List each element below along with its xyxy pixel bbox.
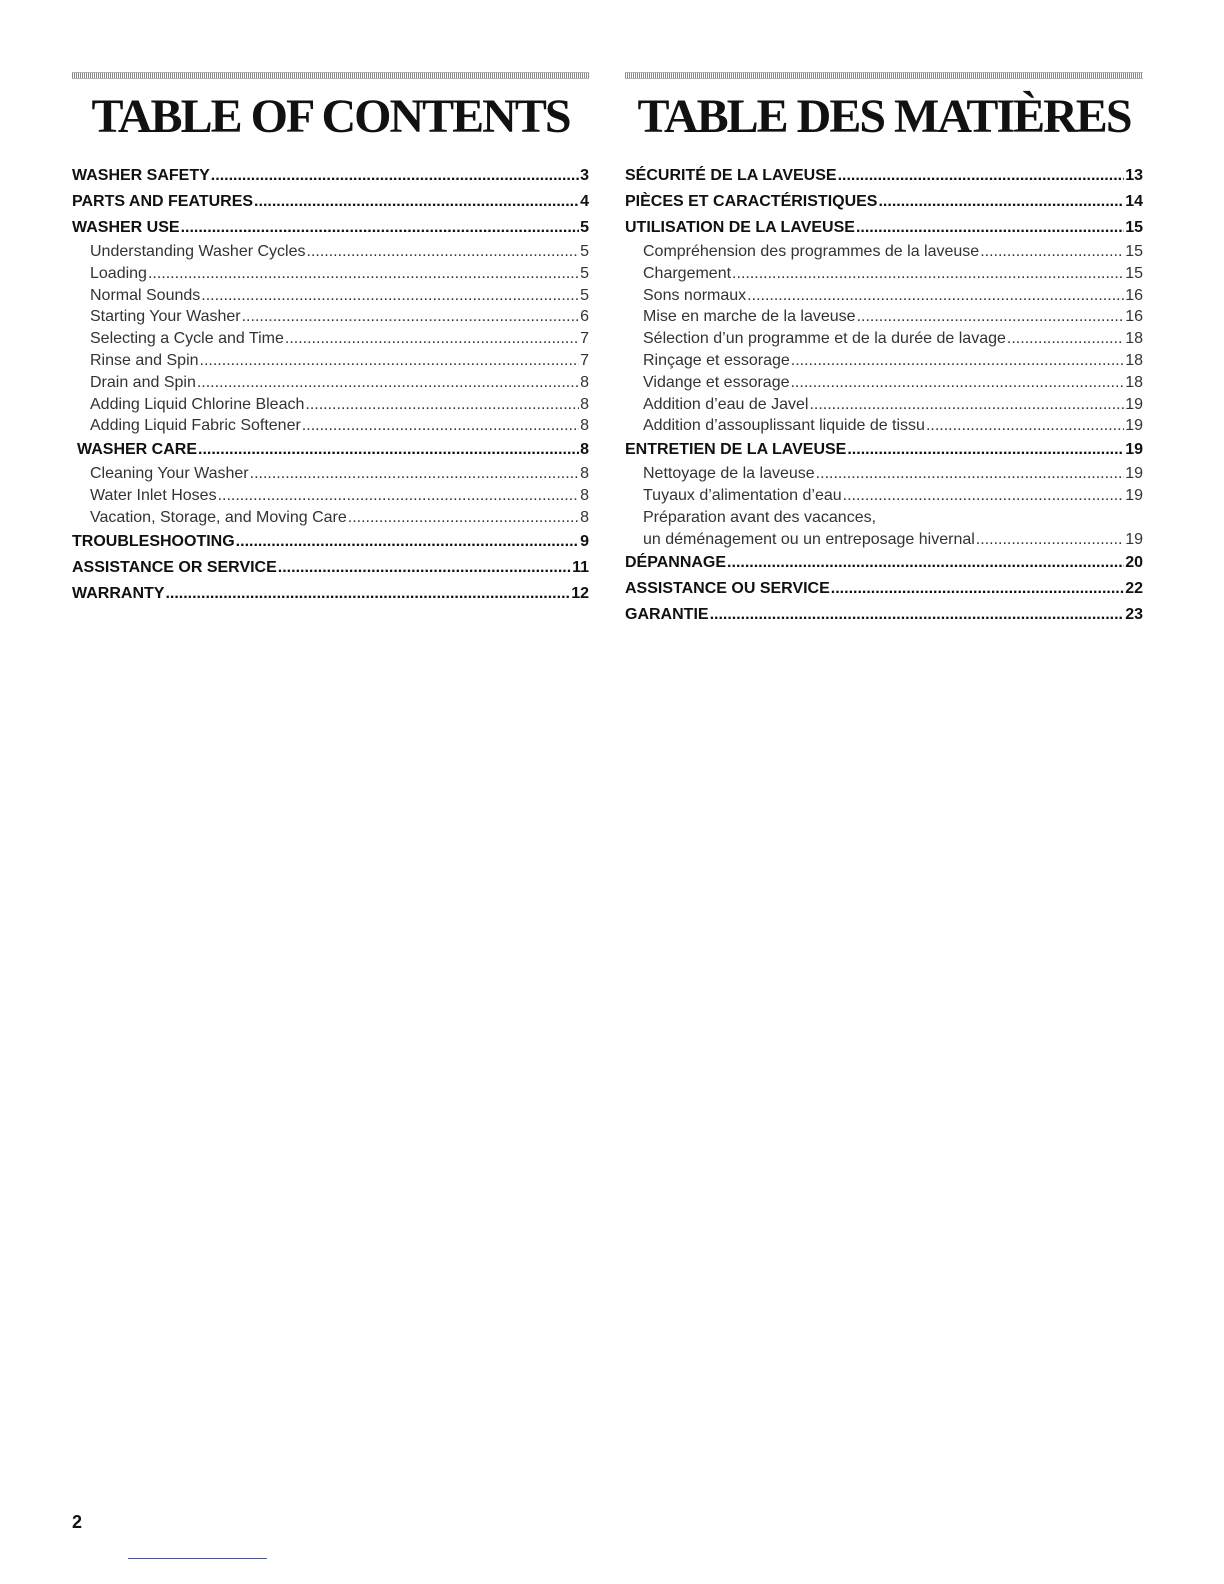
toc-entry-label: PIÈCES ET CARACTÉRISTIQUES bbox=[625, 193, 878, 210]
toc-entry-label: Sélection d’un programme et de la durée de lavage bbox=[643, 330, 1006, 348]
page-number: 2 bbox=[72, 1512, 83, 1532]
toc-dot-leader bbox=[201, 285, 579, 307]
toc-entry-page-number: 15 bbox=[1125, 264, 1143, 282]
toc-section-entry[interactable] bbox=[72, 581, 589, 607]
toc-subsection-entry[interactable] bbox=[625, 372, 1143, 394]
toc-subsection-entry[interactable] bbox=[625, 306, 1143, 328]
toc-section-entry[interactable] bbox=[625, 163, 1143, 189]
toc-entry-page-number: 20 bbox=[1125, 554, 1143, 572]
toc-entry-page-number: 12 bbox=[571, 584, 589, 602]
toc-entry-page-number: 8 bbox=[580, 395, 589, 413]
toc-entry-label: DÉPANNAGE bbox=[625, 554, 727, 572]
toc-subsection-entry[interactable] bbox=[72, 415, 589, 437]
toc-entry-label: Addition d’eau de Javel bbox=[643, 395, 809, 413]
toc-dot-leader bbox=[838, 163, 1125, 189]
toc-dot-leader bbox=[857, 306, 1125, 328]
toc-entry-page-number: 19 bbox=[1125, 530, 1143, 548]
toc-entry-label: Préparation avant des vacances, bbox=[643, 508, 877, 526]
toc-dot-leader bbox=[148, 263, 579, 285]
page-title-french: TABLE DES MATIÈRES bbox=[637, 90, 1131, 143]
toc-subsection-entry[interactable] bbox=[625, 485, 1143, 507]
toc-dot-leader bbox=[847, 437, 1124, 463]
toc-entry-page-number: 8 bbox=[580, 417, 589, 435]
toc-entry-page-number: 14 bbox=[1125, 193, 1143, 210]
toc-entry-label: Drain and Spin bbox=[90, 373, 196, 391]
toc-entry-page-number: 5 bbox=[580, 219, 589, 236]
toc-dot-leader bbox=[732, 263, 1124, 285]
toc-subsection-entry[interactable] bbox=[72, 285, 589, 307]
toc-entry-page-number: 5 bbox=[580, 243, 589, 260]
toc-entry-label: UTILISATION DE LA LAVEUSE bbox=[625, 219, 855, 236]
toc-entry-page-number: 16 bbox=[1125, 308, 1143, 326]
toc-entry-label: Tuyaux d’alimentation d’eau bbox=[643, 486, 842, 504]
toc-entry-label: Rinse and Spin bbox=[90, 351, 199, 369]
title-rule bbox=[72, 72, 589, 79]
toc-dot-leader bbox=[197, 372, 579, 394]
toc-entry-page-number: 18 bbox=[1125, 373, 1143, 391]
toc-entry-page-number: 18 bbox=[1125, 351, 1143, 369]
toc-entry-label: Nettoyage de la laveuse bbox=[643, 465, 815, 483]
toc-entry-label: SÉCURITÉ DE LA LAVEUSE bbox=[625, 167, 837, 184]
toc-section-entry[interactable] bbox=[625, 189, 1143, 215]
toc-dot-leader bbox=[236, 529, 579, 555]
toc-entry-page-number: 8 bbox=[580, 441, 589, 459]
toc-dot-leader bbox=[254, 189, 579, 215]
toc-subsection-entry[interactable] bbox=[625, 263, 1143, 285]
toc-dot-leader bbox=[878, 189, 1124, 215]
toc-dot-leader bbox=[791, 350, 1124, 372]
toc-entry-label: Vacation, Storage, and Moving Care bbox=[90, 508, 347, 526]
toc-section-entry[interactable] bbox=[625, 576, 1143, 602]
toc-entry-page-number: 19 bbox=[1125, 417, 1143, 435]
toc-subsection-entry[interactable] bbox=[625, 241, 1143, 263]
toc-entry-label: Vidange et essorage bbox=[643, 373, 790, 391]
toc-dot-leader bbox=[181, 215, 580, 241]
toc-subsection-entry[interactable] bbox=[625, 415, 1143, 437]
toc-section-entry[interactable] bbox=[625, 602, 1143, 628]
toc-subsection-entry[interactable] bbox=[625, 328, 1143, 350]
toc-dot-leader bbox=[727, 550, 1124, 576]
toc-dot-leader bbox=[348, 507, 579, 529]
toc-entry-page-number: 16 bbox=[1125, 286, 1143, 304]
toc-entry-label: PARTS AND FEATURES bbox=[72, 193, 254, 210]
toc-dot-leader bbox=[218, 485, 580, 507]
toc-dot-leader bbox=[242, 306, 579, 328]
toc-subsection-entry[interactable] bbox=[625, 507, 1143, 529]
toc-entry-page-number: 5 bbox=[580, 286, 589, 304]
toc-dot-leader bbox=[307, 241, 580, 263]
toc-entry-label: ASSISTANCE OU SERVICE bbox=[625, 580, 830, 598]
toc-subsection-entry[interactable] bbox=[72, 394, 589, 416]
toc-section-entry[interactable] bbox=[72, 555, 589, 581]
toc-entry-page-number: 13 bbox=[1125, 167, 1143, 184]
toc-subsection-entry[interactable] bbox=[72, 263, 589, 285]
toc-entry-page-number: 8 bbox=[580, 373, 589, 391]
toc-entry-label: TROUBLESHOOTING bbox=[72, 532, 235, 550]
toc-entry-label: WARRANTY bbox=[72, 584, 165, 602]
toc-entry-label: Water Inlet Hoses bbox=[90, 486, 217, 504]
toc-dot-leader bbox=[710, 602, 1125, 628]
toc-dot-leader bbox=[165, 581, 570, 607]
toc-section-entry[interactable] bbox=[625, 215, 1143, 241]
toc-dot-leader bbox=[831, 576, 1124, 602]
toc-entry-page-number: 22 bbox=[1125, 580, 1143, 598]
toc-dot-leader bbox=[816, 463, 1125, 485]
toc-dot-leader bbox=[200, 350, 580, 372]
toc-dot-leader bbox=[926, 415, 1124, 437]
toc-entry-label: Rinçage et essorage bbox=[643, 351, 790, 369]
toc-entry-page-number: 9 bbox=[580, 532, 589, 550]
toc-dot-leader bbox=[198, 437, 579, 463]
toc-entry-page-number: 23 bbox=[1125, 606, 1143, 624]
toc-dot-leader bbox=[843, 485, 1125, 507]
toc-subsection-entry[interactable] bbox=[72, 241, 589, 263]
toc-entry-page-number: 15 bbox=[1125, 243, 1143, 260]
toc-entry-page-number: 8 bbox=[580, 465, 589, 483]
toc-entry-label: Adding Liquid Chlorine Bleach bbox=[90, 395, 305, 413]
toc-subsection-entry[interactable] bbox=[625, 529, 1143, 551]
toc-section-entry[interactable] bbox=[72, 529, 589, 555]
toc-entry-page-number: 8 bbox=[580, 508, 589, 526]
toc-entry-label: WASHER CARE bbox=[77, 441, 198, 459]
toc-entry-label: Adding Liquid Fabric Softener bbox=[90, 417, 301, 435]
toc-dot-leader bbox=[211, 163, 579, 189]
footer-rule bbox=[128, 1558, 267, 1559]
toc-entry-page-number: 5 bbox=[580, 264, 589, 282]
french-toc-column bbox=[625, 72, 1143, 628]
toc-dot-leader bbox=[747, 285, 1124, 307]
toc-dot-leader bbox=[976, 529, 1124, 551]
toc-dot-leader bbox=[809, 394, 1124, 416]
toc-section-entry[interactable] bbox=[72, 215, 589, 241]
toc-subsection-entry[interactable] bbox=[625, 285, 1143, 307]
toc-subsection-entry[interactable] bbox=[72, 328, 589, 350]
toc-entry-page-number: 19 bbox=[1125, 395, 1143, 413]
toc-entry-label: Sons normaux bbox=[643, 286, 747, 304]
toc-entry-page-number: 4 bbox=[580, 193, 589, 210]
toc-entry-page-number: 7 bbox=[580, 330, 589, 348]
toc-entry-label: WASHER USE bbox=[72, 219, 180, 236]
toc-subsection-entry[interactable] bbox=[72, 372, 589, 394]
toc-entry-label: GARANTIE bbox=[625, 606, 709, 624]
toc-dot-leader bbox=[278, 555, 571, 581]
toc-subsection-entry[interactable] bbox=[625, 350, 1143, 372]
toc-entry-label: Cleaning Your Washer bbox=[90, 465, 249, 483]
toc-entry-label: Compréhension des programmes de la laveuse bbox=[643, 243, 980, 260]
toc-dot-leader bbox=[856, 215, 1124, 241]
toc-dot-leader bbox=[285, 328, 579, 350]
toc-entry-label: Normal Sounds bbox=[90, 286, 201, 304]
page-title-english: TABLE OF CONTENTS bbox=[91, 90, 570, 143]
toc-entry-label: Chargement bbox=[643, 264, 732, 282]
toc-entry-label: Selecting a Cycle and Time bbox=[90, 330, 284, 348]
toc-dot-leader bbox=[302, 415, 579, 437]
toc-entry-label: Mise en marche de la laveuse bbox=[643, 308, 856, 326]
toc-entry-page-number: 11 bbox=[572, 558, 589, 576]
toc-subsection-entry[interactable] bbox=[72, 306, 589, 328]
title-rule bbox=[625, 72, 1143, 79]
toc-entry-page-number: 19 bbox=[1125, 441, 1143, 459]
english-toc-column bbox=[72, 72, 589, 607]
toc-entry-page-number: 3 bbox=[580, 167, 589, 184]
toc-subsection-entry[interactable] bbox=[72, 350, 589, 372]
toc-section-entry[interactable] bbox=[625, 550, 1143, 576]
toc-subsection-entry[interactable] bbox=[72, 507, 589, 529]
toc-subsection-entry[interactable] bbox=[625, 463, 1143, 485]
toc-entry-page-number: 7 bbox=[580, 351, 589, 369]
toc-dot-leader bbox=[250, 463, 579, 485]
toc-entry-label: WASHER SAFETY bbox=[72, 167, 210, 184]
toc-entry-label: Starting Your Washer bbox=[90, 308, 241, 326]
toc-entry-label: ASSISTANCE OR SERVICE bbox=[72, 558, 277, 576]
toc-entry-page-number: 19 bbox=[1125, 486, 1143, 504]
toc-dot-leader bbox=[305, 394, 579, 416]
toc-section-entry[interactable] bbox=[72, 163, 589, 189]
toc-entry-page-number: 18 bbox=[1125, 330, 1143, 348]
toc-entry-label: ENTRETIEN DE LA LAVEUSE bbox=[625, 441, 847, 459]
toc-entry-label: Understanding Washer Cycles bbox=[90, 243, 306, 260]
toc-section-entry[interactable] bbox=[72, 437, 589, 463]
toc-entry-label: Addition d’assouplissant liquide de tissu bbox=[643, 417, 925, 435]
toc-entry-page-number: 6 bbox=[580, 308, 589, 326]
toc-section-entry[interactable] bbox=[625, 437, 1143, 463]
toc-entry-label: Loading bbox=[90, 264, 147, 282]
toc-dot-leader bbox=[790, 372, 1124, 394]
toc-list-english bbox=[72, 163, 589, 607]
toc-list-french bbox=[625, 163, 1143, 628]
toc-entry-label: un déménagement ou un entreposage hivernal bbox=[643, 530, 975, 548]
toc-entry-page-number: 15 bbox=[1125, 219, 1143, 236]
toc-subsection-entry[interactable] bbox=[72, 463, 589, 485]
toc-entry-page-number: 8 bbox=[580, 486, 589, 504]
toc-subsection-entry[interactable] bbox=[72, 485, 589, 507]
toc-subsection-entry[interactable] bbox=[625, 394, 1143, 416]
toc-dot-leader bbox=[980, 241, 1124, 263]
toc-section-entry[interactable] bbox=[72, 189, 589, 215]
toc-entry-page-number: 19 bbox=[1125, 465, 1143, 483]
toc-dot-leader bbox=[1007, 328, 1124, 350]
